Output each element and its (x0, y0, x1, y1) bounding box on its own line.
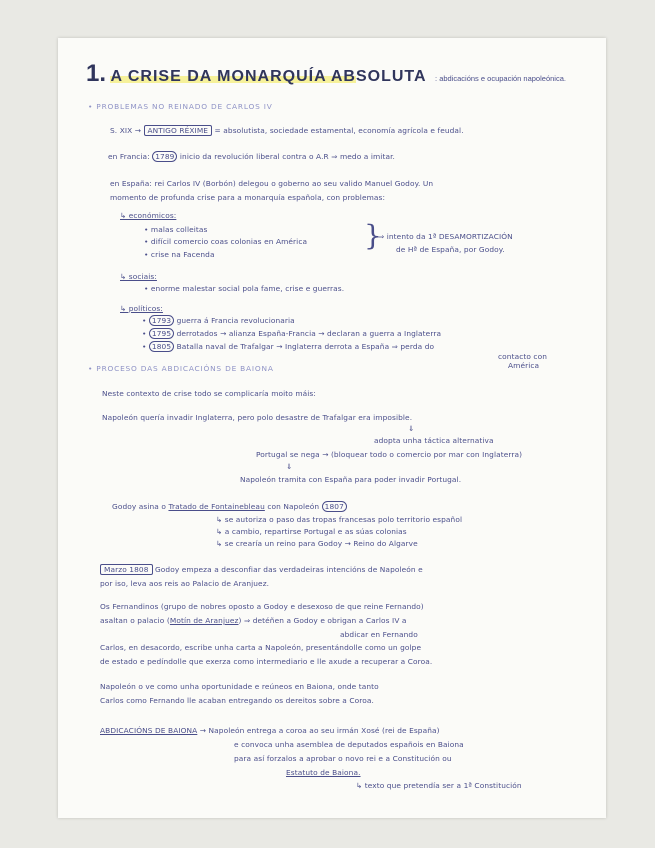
text: Batalla naval de Trafalgar → Inglaterra derrota a España ⇒ perda do (176, 342, 435, 351)
underlined-tratado: Tratado de Fontainebleau (168, 502, 265, 511)
notebook-page (58, 38, 606, 818)
bullet-1805: • 1805 Batalla naval de Trafalgar → Inglaterra derrota a España ⇒ perda do (142, 342, 435, 351)
boxed-term-antigo-rexime: ANTIGO RÉXIME (144, 125, 213, 136)
line-tramita: Napoleón tramita con España para poder invadir Portugal. (240, 475, 462, 484)
title-number: 1. (86, 60, 107, 87)
note-desamortizacion-2: de Hª de España, por Godoy. (396, 245, 505, 254)
line-contexto: Neste contexto de crise todo se complicaría moito máis: (102, 389, 316, 398)
text: guerra á Francia revolucionaria (176, 316, 295, 325)
circled-year-1807: 1807 (322, 501, 347, 512)
title-subtitle: : abdicacións e ocupación napoleónica. (435, 74, 566, 83)
title-main: A CRISE DA MONARQUÍA ABSOLUTA (110, 68, 427, 85)
section-heading-problems: • PROBLEMAS NO REINADO DE CARLOS IV (88, 102, 273, 111)
line-fernandinos: Os Fernandinos (grupo de nobres oposto a Godoy e desexoso de que reine Fernando) (100, 602, 424, 611)
line-aranjuez: por iso, leva aos reis ao Palacio de Aranjuez. (100, 579, 270, 588)
text: Godoy empeza a desconfiar das verdadeiras intencións de Napoleón e (154, 565, 423, 574)
bullet-colleitas: • malas colleitas (144, 225, 208, 234)
line-marzo-1808 (100, 565, 423, 574)
bullet-malestar: • enorme malestar social pola fame, crise e guerras. (144, 284, 345, 293)
line-golpe-estado: de estado e pedíndolle que exerza como intermediario e lle axude a recuperar a Coroa. (100, 657, 433, 666)
line-primeira-constitucion: ↳ texto que pretendía ser a 1ª Constitución (356, 781, 522, 790)
line-francia (108, 152, 395, 161)
boxed-date-marzo-1808: Marzo 1808 (100, 564, 153, 575)
line-repartirse: ↳ a cambio, repartirse Portugal e as súas colonias (216, 527, 407, 536)
text: = absolutista, sociedade estamental, economía agrícola e feudal. (214, 126, 464, 135)
line-oportunidade: Napoleón o ve como unha oportunidade e reúneos en Baiona, onde tanto (100, 682, 379, 691)
circled-year-1805: 1805 (149, 341, 174, 352)
arrow-down-2: ⇓ (286, 462, 293, 471)
line-abdicar: abdicar en Fernando (340, 630, 418, 639)
note-desamortizacion-1: ⇒ intento da 1ª DESAMORTIZACIÓN (378, 232, 513, 241)
underlined-motin: Motín de Aranjuez (169, 616, 239, 625)
arrow-down-1: ⇓ (408, 424, 415, 433)
line-portugal: Portugal se nega → (bloquear todo o comercio por mar con Inglaterra) (256, 450, 523, 459)
circled-year-1789: 1789 (152, 151, 177, 162)
line-fontainebleau (112, 502, 347, 511)
label-sociais: ↳ sociais: (120, 272, 157, 281)
section-heading-baiona: • PROCESO DAS ABDICACIÓNS DE BAIONA (88, 364, 274, 373)
brace: } (364, 219, 382, 252)
bullet-comercio: • difícil comercio coas colonias en América (144, 237, 308, 246)
text: con Napoleón (267, 502, 320, 511)
bullet-1795: • 1795 derrotados → alianza España-Francia → declaran a guerra a Inglaterra (142, 329, 442, 338)
text: derrotados → alianza España-Francia → declaran a guerra a Inglaterra (176, 329, 442, 338)
line-asemblea: e convoca unha asemblea de deputados españois en Baiona (234, 740, 464, 749)
text: S. XIX → (110, 126, 142, 135)
line-estatuto: Estatuto de Baiona. (286, 768, 361, 777)
label-economicos: ↳ económicos: (120, 211, 177, 220)
label-politicos: ↳ políticos: (120, 304, 163, 313)
line-abdicacions (100, 726, 440, 735)
line-espana-2: momento de profunda crise para a monarquía española, con problemas: (110, 193, 386, 202)
line-napoleon-inglaterra: Napoleón quería invadir Inglaterra, pero polo desastre de Trafalgar era imposible. (102, 413, 413, 422)
text: → Napoleón entrega a coroa ao seu irmán Xosé (rei de España) (199, 726, 440, 735)
bullet-1793: • 1793 guerra á Francia revolucionaria (142, 316, 295, 325)
line-forzalos: para así forzalos a aprobar o novo rei e a Constitución ou (234, 754, 452, 763)
line-contacto: contacto con (498, 352, 547, 361)
line-algarve: ↳ se crearía un reino para Godoy → Reino do Algarve (216, 539, 418, 548)
circled-year-1793: 1793 (149, 315, 174, 326)
text: en Francia: (108, 152, 150, 161)
text: Godoy asina o (112, 502, 167, 511)
circled-year-1795: 1795 (149, 328, 174, 339)
line-america: América (508, 361, 540, 370)
line-siglo-xix (110, 126, 464, 135)
text: asaltan o palacio ( (100, 616, 170, 625)
line-tropas: ↳ se autoriza o paso das tropas francesas polo territorio español (216, 515, 463, 524)
underlined-abdicacions: ABDICACIÓNS DE BAIONA (100, 726, 198, 735)
page-title (86, 60, 566, 88)
line-carlos-carta: Carlos, en desacordo, escribe unha carta a Napoleón, presentándolle como un golpe (100, 643, 422, 652)
text: ) ⇒ detéñen a Godoy e obrigan a Carlos IV a (238, 616, 407, 625)
line-dereitos: Carlos como Fernando lle acaban entregando os dereitos sobre a Coroa. (100, 696, 374, 705)
bullet-facenda: • crise na Facenda (144, 250, 215, 259)
line-motin (100, 616, 407, 625)
line-espana-1: en España: rei Carlos IV (Borbón) delegou o goberno ao seu valido Manuel Godoy. Un (110, 179, 434, 188)
line-tactica: adopta unha táctica alternativa (374, 436, 494, 445)
text: inicio da revolución liberal contra o A.R ⇒ medo a imitar. (179, 152, 395, 161)
